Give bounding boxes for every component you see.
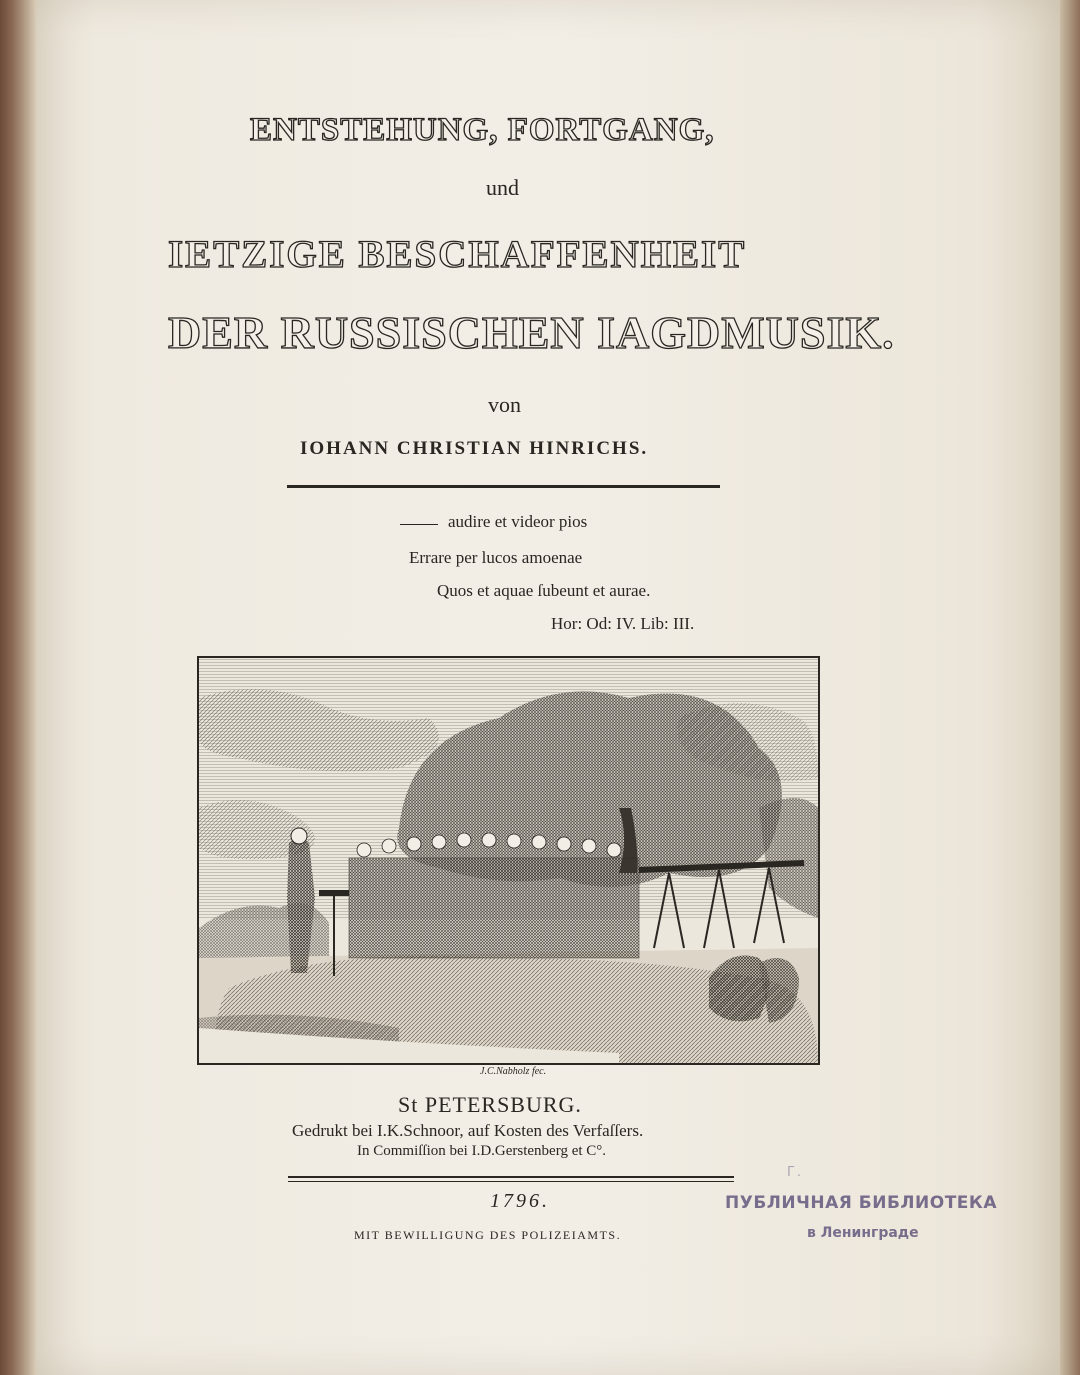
author-by: von [488,392,521,417]
imprint-printer: Gedrukt bei I.K.Schnoor, auf Kosten des Verfaſſers. [292,1121,644,1140]
stamp-line-1: Г. [787,1165,804,1180]
epigraph-line-3: Quos et aquae ſubeunt et aurae. [437,581,651,600]
hunting-horn-band-engraving [199,658,818,1063]
title-line-3: IETZIGE BESCHAFFENHEIT [168,233,747,276]
epigraph-dash [400,524,438,525]
library-stamp [725,1165,1005,1255]
epigraph-line-2: Errare per lucos amoenae [409,548,583,567]
imprint-commission: In Commiſſion bei I.D.Gerstenberg et C°. [357,1143,607,1159]
author-name: IOHANN CHRISTIAN HINRICHS. [300,438,649,459]
page-edge [1060,0,1080,1375]
stamp-line-3: в Ленинграде [807,1225,919,1241]
engraving-plate [197,656,820,1065]
title-line-4: DER RUSSISCHEN IAGDMUSIK. [168,307,895,358]
engraver-signature: J.C.Nabholz fec. [480,1066,547,1077]
title-line-2: und [486,175,519,200]
imprint-permission: MIT BEWILLIGUNG DES POLIZEIAMTS. [354,1228,622,1242]
imprint-city: St PETERSBURG. [398,1092,582,1117]
epigraph-line-1: audire et videor pios [448,512,588,531]
title-line-1: ENTSTEHUNG, FORTGANG, [250,112,715,148]
epigraph-source: Hor: Od: IV. Lib: III. [551,614,695,633]
title-rule [287,485,720,488]
imprint-year: 1796. [490,1190,550,1212]
imprint-rule-thin [288,1181,734,1182]
stamp-line-2: ПУБЛИЧНАЯ БИБЛИОТЕКА [725,1193,997,1213]
book-binding [0,0,36,1375]
imprint-rule-thick [288,1176,734,1178]
